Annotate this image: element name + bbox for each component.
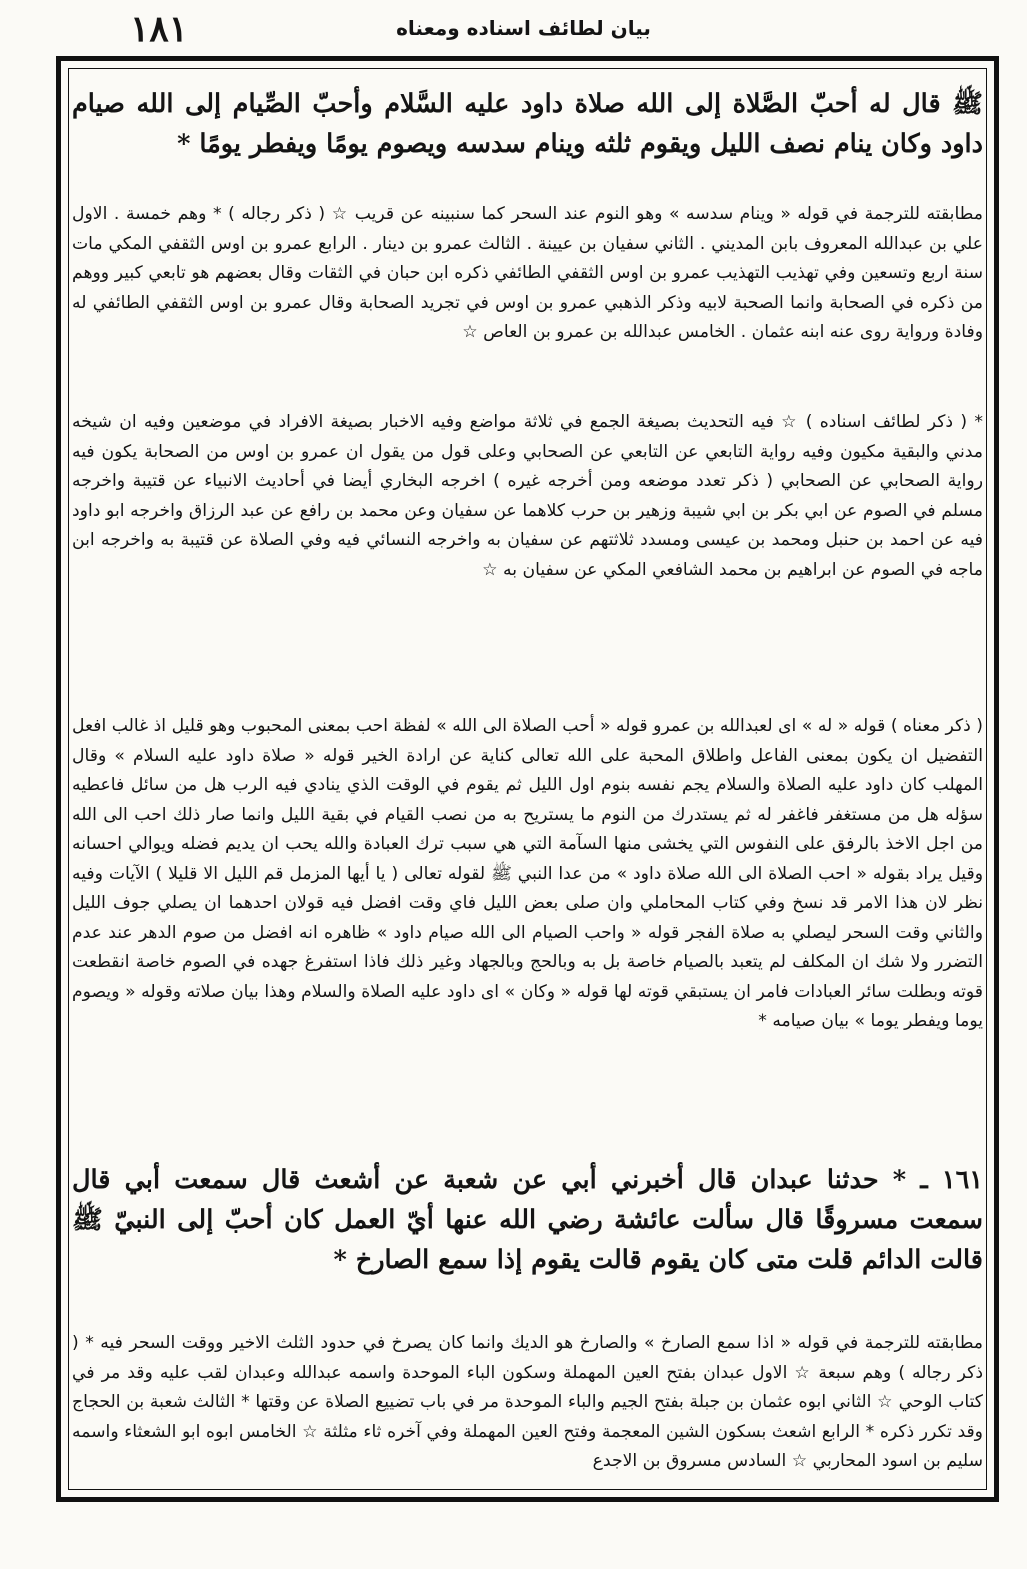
hadith-text-1: ﷺ قال له أحبّ الصَّلاة إلى الله صلاة داود عليه السَّلام وأحبّ الصِّيام إلى الله صيام داود وكان ينام نصف الليل ويقوم ثلثه وينام سدسه ويصوم يومًا ويفطر يومًا * [72, 89, 983, 159]
commentary-meaning: ( ذكر معناه ) قوله « له » اى لعبدالله بن عمرو قوله « أحب الصلاة الى الله » لفظة احب بمعنى المحبوب وهو قليل اذ غالب افعل التفضيل ان يكون بمعنى الفاعل واطلاق المحبة على الله تعالى كناية عن ارادة الخير قوله « صلاة داود عليه السلام » وقال المهلب كان داود عليه الصلاة والسلام يجم نفسه بنوم اول الليل ثم يقوم في الوقت الذي ينادي فيه الرب هل من سائل فاعطيه سؤله هل من مستغفر فاغفر له ثم يستدرك من النوم ما يستريح به من نصب القيام في بقية الليل وانما صار ذلك احب الى الله من اجل الاخذ بالرفق على النفوس التي يخشى منها السآمة التي هي سبب ترك العبادة والله يحب ان يديم فضله ويوالي احسانه وقيل يراد بقوله « احب الصلاة الى الله صلاة داود » من عدا النبي ﷺ لقوله تعالى ( يا أيها المزمل قم الليل الا قليلا ) الآيات وفيه نظر لان هذا الامر قد نسخ وفي كتاب المحاملي وان صلى بعض الليل فاي وقت افضل فيه قولان احدهما ان يصلي جوف الليل والثاني وقت السحر ليصلي به صلاة الفجر قوله « واحب الصيام الى الله صيام داود » ظاهره انه افضل من صوم الدهر عند عدم التضرر ولا شك ان المكلف لم يتعبد بالصيام خاصة بل به وبالحج وبالجهاد وغير ذلك فاذا استفرغ جهده في الصوم خاصة انقطعت قوته وبطلت سائر العبادات فامر ان يستبقي قوته لها قوله « وكان » اى داود عليه الصلاة والسلام وهذا بيان صلاته وقوله « ويصوم يوما ويفطر يوما » بيان صيامه * [72, 716, 983, 1031]
commentary-narrators-1: مطابقته للترجمة في قوله « وينام سدسه » وهو النوم عند السحر كما سنبينه عن قريب ☆ ( ذكر رجاله ) * وهم خمسة . الاول علي بن عبدالله المعروف بابن المديني . الثاني سفيان بن عيينة . الثالث عمرو بن دينار . الرابع عمرو بن اوس الثقفي المكي مات سنة اربع وتسعين وفي تهذيب التهذيب عمرو بن اوس الثقفي الطائفي ذكره ابن حبان في الثقات وقال بعضهم هو تابعي كبير ووهم من ذكره في الصحابة وانما الصحبة لابيه وذكر الذهبي عمرو بن اوس في تجريد الصحابة وقال عمرو بن اوس الثقفي الطائفي له وفادة ورواية روى عنه ابنه عثمان . الخامس عبدالله بن عمرو بن العاص ☆ [72, 204, 983, 342]
commentary-narrators-2: مطابقته للترجمة في قوله « اذا سمع الصارخ » والصارخ هو الديك وانما كان يصرخ في حدود الثلث الاخير ووقت السحر فيه * ( ذكر رجاله ) وهم سبعة ☆ الاول عبدان بفتح العين المهملة وسكون الباء الموحدة واسمه عبدالله وعبدان لقب عليه وقد مر في كتاب الوحي ☆ الثاني ابوه عثمان بن جبلة بفتح الجيم والباء الموحدة مر في باب تضييع الصلاة عن وقتها * الثالث شعبة بن الحجاج وقد تكرر ذكره * الرابع اشعث بسكون الشين المعجمة وفتح العين المهملة وفي آخره ثاء مثلثة ☆ الخامس ابوه ابو الشعثاء واسمه سليم بن اسود المحاربي ☆ السادس مسروق بن الاجدع [72, 1333, 983, 1471]
page-header [60, 6, 987, 54]
page-content [72, 72, 983, 1490]
commentary-isnad-subtleties: * ( ذكر لطائف اسناده ) ☆ فيه التحديث بصيغة الجمع في ثلاثة مواضع وفيه الاخبار بصيغة الافراد في موضعين وفيه ان شيخه مدني والبقية مكيون وفيه رواية التابعي عن التابعي عن الصحابي وعلى قول من يقول ان عمرو بن اوس من الصحابة يكون فيه رواية الصحابي عن الصحابي ( ذكر تعدد موضعه ومن أخرجه غيره ) اخرجه البخاري أيضا في أحاديث الانبياء عن قتيبة واخرجه مسلم في الصوم عن ابي بكر بن ابي شيبة وزهير بن حرب كلاهما عن سفيان وعن محمد بن رافع عن عبد الرزاق واخرجه ابو داود فيه عن احمد بن حنبل ومحمد بن عيسى ومسدد ثلاثتهم عن سفيان به واخرجه النسائي فيه وفي الصلاة عن قتيبة به واخرجه ابن ماجه في الصوم عن ابراهيم بن محمد الشافعي المكي عن سفيان به ☆ [72, 412, 983, 580]
hadith-text-2: ١٦١ ـ * حدثنا عبدان قال أخبرني أبي عن شعبة عن أشعث قال سمعت أبي قال سمعت مسروقًا قال سألت عائشة رضي الله عنها أيّ العمل كان أحبّ إلى النبيّ ﷺ قالت الدائم قلت متى كان يقوم قالت يقوم إذا سمع الصارخ * [72, 1165, 983, 1275]
page-number: ١٨١ [130, 8, 189, 50]
running-title: بيان لطائف اسناده ومعناه [396, 16, 651, 40]
